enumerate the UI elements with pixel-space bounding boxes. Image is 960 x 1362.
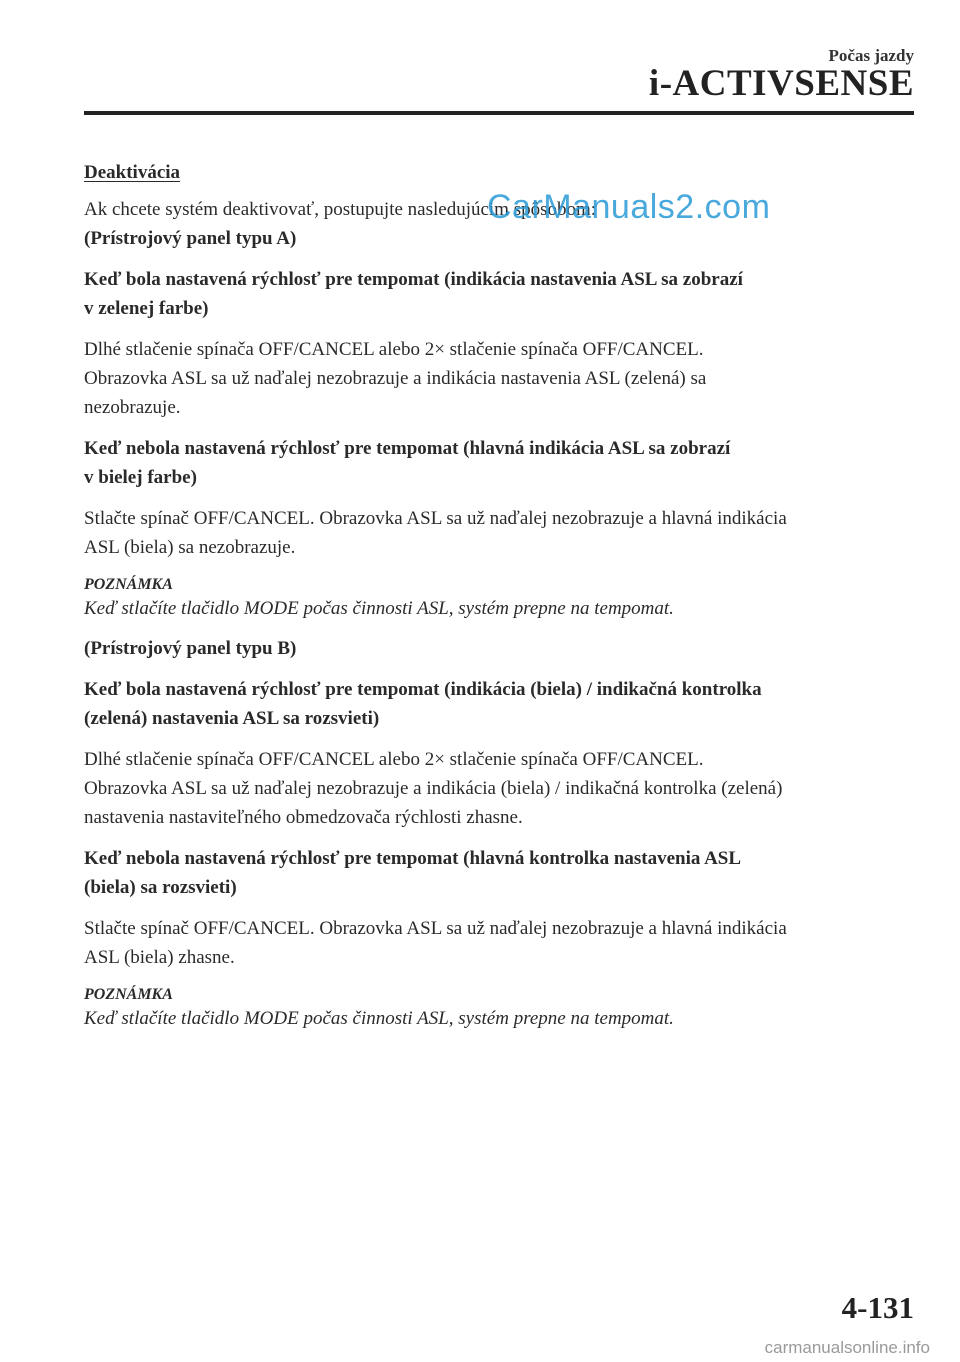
text-line: Stlačte spínač OFF/CANCEL. Obrazovka ASL sa už naďalej nezobrazuje a hlavná indikácia xyxy=(84,918,787,939)
text-line: Obrazovka ASL sa už naďalej nezobrazuje a indikácia (biela) / indikačná kontrolka (zelená) xyxy=(84,778,783,799)
panel-b-case2-text xyxy=(84,914,914,972)
text-line: Obrazovka ASL sa už naďalej nezobrazuje a indikácia nastavenia ASL (zelená) sa xyxy=(84,368,707,389)
panel-a-case2-heading xyxy=(84,434,914,492)
heading-line: v bielej farbe) xyxy=(84,467,197,488)
panel-a-case1-text xyxy=(84,335,914,422)
text-line: Dlhé stlačenie spínača OFF/CANCEL alebo 2× stlačenie spínača OFF/CANCEL. xyxy=(84,749,704,770)
footer-watermark: carmanualsonline.info xyxy=(764,1338,930,1357)
text-line: Dlhé stlačenie spínača OFF/CANCEL alebo 2× stlačenie spínača OFF/CANCEL. xyxy=(84,339,704,360)
panel-b-note-title: POZNÁMKA xyxy=(84,986,173,1003)
panel-b-case2-heading xyxy=(84,844,914,902)
panel-a-title: (Prístrojový panel typu A) xyxy=(84,228,297,249)
text-line: nastavenia nastaviteľného obmedzovača rýchlosti zhasne. xyxy=(84,807,523,828)
heading-line: Keď bola nastavená rýchlosť pre tempomat (indikácia nastavenia ASL sa zobrazí xyxy=(84,269,743,290)
panel-b-note-text: Keď stlačíte tlačidlo MODE počas činnosti ASL, systém prepne na tempomat. xyxy=(84,1008,674,1029)
section-heading: Deaktivácia xyxy=(84,162,181,183)
panel-a-note-title: POZNÁMKA xyxy=(84,576,173,593)
text-line: ASL (biela) zhasne. xyxy=(84,947,235,968)
text-line: ASL (biela) sa nezobrazuje. xyxy=(84,537,296,558)
panel-b-case1-text xyxy=(84,745,914,832)
panel-b-title: (Prístrojový panel typu B) xyxy=(84,638,297,659)
heading-line: (biela) sa rozsvieti) xyxy=(84,877,237,898)
heading-line: Keď bola nastavená rýchlosť pre tempomat (indikácia (biela) / indikačná kontrolka xyxy=(84,679,762,700)
section-title: Počas jazdy xyxy=(828,46,914,65)
heading-line: (zelená) nastavenia ASL sa rozsvieti) xyxy=(84,708,380,729)
panel-b-case1-heading xyxy=(84,675,914,733)
page-number: 4-131 xyxy=(841,1290,914,1325)
text-line: nezobrazuje. xyxy=(84,397,181,418)
panel-a-note-text: Keď stlačíte tlačidlo MODE počas činnosti ASL, systém prepne na tempomat. xyxy=(84,598,674,619)
text-line: Stlačte spínač OFF/CANCEL. Obrazovka ASL sa už naďalej nezobrazuje a hlavná indikácia xyxy=(84,508,787,529)
panel-a-case1-heading xyxy=(84,265,914,323)
panel-a-case2-text xyxy=(84,504,914,562)
page-content xyxy=(84,158,914,1032)
intro-text: Ak chcete systém deaktivovať, postupujte nasledujúcim spôsobom: xyxy=(84,199,597,220)
heading-line: v zelenej farbe) xyxy=(84,298,209,319)
chapter-title: i-ACTIVSENSE xyxy=(648,63,914,104)
heading-line: Keď nebola nastavená rýchlosť pre tempomat (hlavná indikácia ASL sa zobrazí xyxy=(84,438,731,459)
header-rule xyxy=(84,111,914,115)
watermark-logo: CarManuals2.com xyxy=(487,188,771,226)
heading-line: Keď nebola nastavená rýchlosť pre tempomat (hlavná kontrolka nastavenia ASL xyxy=(84,848,742,869)
